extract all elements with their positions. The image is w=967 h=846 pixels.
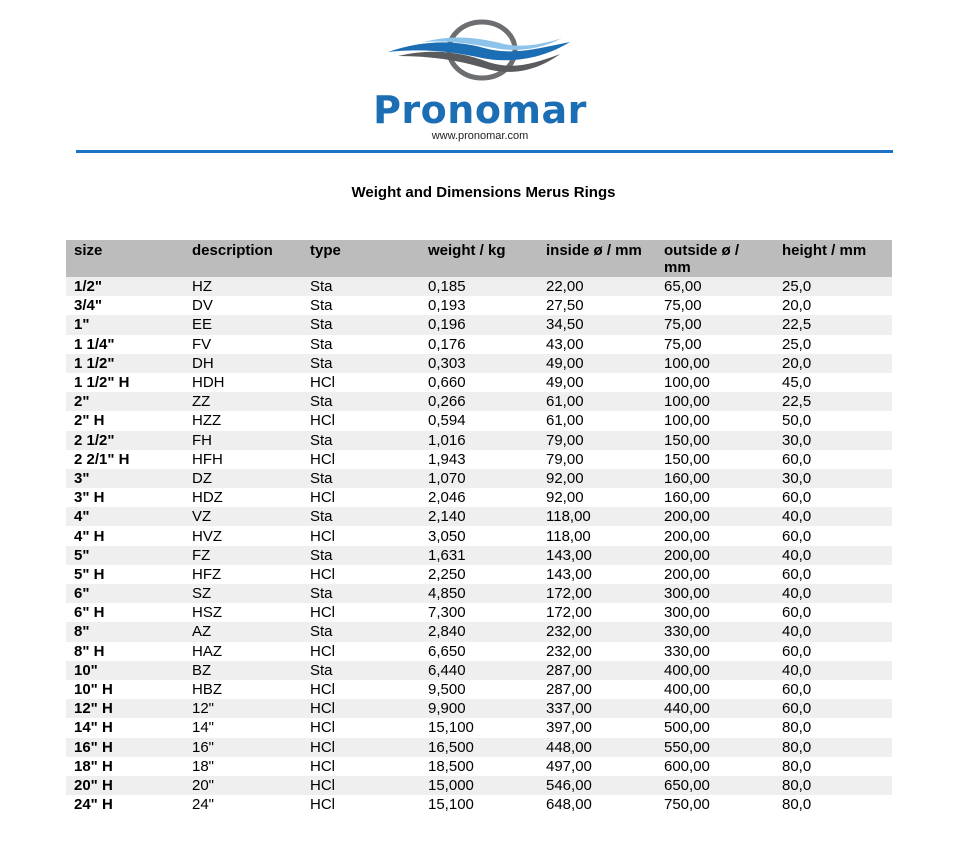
- table-cell: 80,0: [782, 796, 812, 814]
- table-cell: HVZ: [192, 527, 222, 545]
- table-cell: 2,140: [420, 507, 538, 526]
- table-cell: 16" H: [66, 738, 184, 757]
- table-cell: 160,00: [656, 469, 774, 488]
- table-cell: 440,00: [656, 699, 774, 718]
- table-cell: 24" H: [74, 796, 113, 814]
- table-cell: 40,0: [774, 661, 892, 680]
- table-row: [66, 315, 892, 334]
- column-header: type: [302, 240, 420, 277]
- table-cell: Sta: [310, 335, 333, 353]
- table-cell: HDH: [192, 374, 225, 392]
- table-row: [66, 776, 892, 795]
- table-row: [66, 469, 892, 488]
- table-cell: HAZ: [192, 642, 222, 660]
- table-cell: HZZ: [192, 412, 222, 430]
- table-cell: 1": [66, 315, 184, 334]
- table-row: [66, 661, 892, 680]
- table-cell: 30,0: [774, 469, 892, 488]
- table-cell: DH: [184, 354, 302, 373]
- table-cell: 287,00: [538, 661, 656, 680]
- table-cell: 172,00: [546, 604, 592, 622]
- table-cell: 750,00: [664, 796, 710, 814]
- table-cell: 60,0: [782, 527, 812, 545]
- table-row: [66, 411, 892, 430]
- table-cell: 79,00: [538, 431, 656, 450]
- table-cell: Sta: [302, 392, 420, 411]
- table-cell: Sta: [302, 546, 420, 565]
- table-cell: 200,00: [656, 546, 774, 565]
- table-cell: EE: [184, 315, 302, 334]
- table-cell: AZ: [184, 622, 302, 641]
- table-row: [66, 296, 892, 315]
- table-cell: 22,00: [538, 277, 656, 296]
- table-cell: ZZ: [184, 392, 302, 411]
- table-row: [66, 431, 892, 450]
- header-divider: [76, 150, 893, 153]
- table-cell: 18" H: [74, 757, 113, 775]
- table-row: [66, 488, 892, 507]
- table-cell: 200,00: [656, 507, 774, 526]
- table-cell: 497,00: [546, 757, 592, 775]
- table-cell: HCl: [310, 489, 335, 507]
- table-cell: 20,0: [774, 354, 892, 373]
- table-cell: 40,0: [774, 507, 892, 526]
- table-cell: 25,0: [782, 335, 812, 353]
- table-row: [66, 335, 892, 354]
- table-cell: 14": [192, 719, 215, 737]
- table-cell: 34,50: [538, 315, 656, 334]
- table-row: [66, 354, 892, 373]
- table-cell: HDZ: [192, 489, 223, 507]
- table-cell: 6": [66, 584, 184, 603]
- table-cell: 100,00: [656, 354, 774, 373]
- table-cell: 546,00: [538, 776, 656, 795]
- table-cell: HCl: [310, 642, 335, 660]
- table-cell: 100,00: [664, 412, 710, 430]
- table-cell: 6,440: [420, 661, 538, 680]
- table-cell: 6,650: [428, 642, 466, 660]
- table-cell: 5" H: [74, 565, 105, 583]
- table-cell: 8": [66, 622, 184, 641]
- table-cell: 172,00: [538, 584, 656, 603]
- table-cell: 150,00: [656, 431, 774, 450]
- table-row: [66, 450, 892, 469]
- table-cell: HCl: [310, 412, 335, 430]
- column-header: height / mm: [774, 240, 892, 277]
- table-cell: 232,00: [538, 622, 656, 641]
- table-cell: Sta: [302, 354, 420, 373]
- table-cell: 330,00: [664, 642, 710, 660]
- table-cell: 20,0: [782, 297, 812, 315]
- wave-ring-icon: [384, 18, 574, 90]
- table-cell: 15,100: [428, 796, 474, 814]
- table-cell: 1 1/2" H: [74, 374, 130, 392]
- table-cell: 4,850: [420, 584, 538, 603]
- table-cell: 160,00: [664, 489, 710, 507]
- table-cell: 400,00: [664, 681, 710, 699]
- table-cell: 61,00: [538, 392, 656, 411]
- table-cell: 20" H: [66, 776, 184, 795]
- table-cell: 550,00: [656, 738, 774, 757]
- table-cell: 60,0: [782, 681, 812, 699]
- table-cell: 20": [184, 776, 302, 795]
- table-row: [66, 373, 892, 392]
- table-cell: Sta: [302, 431, 420, 450]
- table-row: [66, 757, 892, 776]
- table-cell: 92,00: [538, 469, 656, 488]
- table-cell: FH: [184, 431, 302, 450]
- table-cell: 3,050: [428, 527, 466, 545]
- table-cell: 50,0: [782, 412, 812, 430]
- table-cell: 92,00: [546, 489, 584, 507]
- table-cell: Sta: [302, 622, 420, 641]
- table-cell: 0,193: [428, 297, 466, 315]
- column-header: inside ø / mm: [538, 240, 656, 277]
- table-cell: 75,00: [664, 335, 702, 353]
- table-row: [66, 277, 892, 296]
- table-cell: HCl: [302, 738, 420, 757]
- table-cell: 600,00: [664, 757, 710, 775]
- table-cell: 7,300: [428, 604, 466, 622]
- table-cell: 10" H: [74, 681, 113, 699]
- table-cell: 22,5: [774, 315, 892, 334]
- table-cell: 1 1/4": [74, 335, 115, 353]
- table-header-row: [66, 240, 892, 277]
- table-cell: FZ: [184, 546, 302, 565]
- table-cell: 330,00: [656, 622, 774, 641]
- table-row: [66, 738, 892, 757]
- table-cell: 45,0: [782, 374, 812, 392]
- table-cell: HCl: [310, 719, 335, 737]
- table-row: [66, 622, 892, 641]
- table-cell: 15,100: [428, 719, 474, 737]
- table-cell: 43,00: [546, 335, 584, 353]
- table-cell: HCl: [310, 681, 335, 699]
- table-cell: 5": [66, 546, 184, 565]
- table-cell: 0,185: [420, 277, 538, 296]
- table-cell: HCl: [310, 604, 335, 622]
- table-cell: 60,0: [774, 699, 892, 718]
- table-cell: 27,50: [546, 297, 584, 315]
- table-cell: 143,00: [546, 565, 592, 583]
- column-header: outside ø / mm: [656, 240, 774, 277]
- table-cell: 80,0: [782, 719, 812, 737]
- table-cell: 40,0: [774, 546, 892, 565]
- table-cell: 60,0: [782, 642, 812, 660]
- table-cell: 75,00: [664, 297, 702, 315]
- table-cell: 18,500: [428, 757, 474, 775]
- table-cell: 75,00: [656, 315, 774, 334]
- table-cell: 2 2/1" H: [74, 450, 130, 468]
- table-cell: 60,0: [782, 450, 812, 468]
- table-cell: 2,250: [428, 565, 466, 583]
- table-cell: HCl: [302, 776, 420, 795]
- table-cell: 24": [192, 796, 215, 814]
- table-cell: 4": [66, 507, 184, 526]
- table-cell: 0,594: [428, 412, 466, 430]
- table-cell: 0,266: [420, 392, 538, 411]
- table-cell: 1,631: [420, 546, 538, 565]
- table-cell: 2 1/2": [66, 431, 184, 450]
- table-cell: 9,900: [420, 699, 538, 718]
- table-cell: 0,303: [420, 354, 538, 373]
- table-cell: 60,0: [782, 489, 812, 507]
- table-cell: 12" H: [66, 699, 184, 718]
- table-cell: HCl: [310, 450, 335, 468]
- table-cell: 0,196: [420, 315, 538, 334]
- table-cell: 80,0: [774, 776, 892, 795]
- table-row: [66, 680, 892, 699]
- table-cell: 3/4": [74, 297, 102, 315]
- table-cell: 80,0: [782, 757, 812, 775]
- table-cell: 143,00: [538, 546, 656, 565]
- table-row: [66, 565, 892, 584]
- table-cell: 118,00: [538, 507, 656, 526]
- table-cell: 61,00: [546, 412, 584, 430]
- table-row: [66, 603, 892, 622]
- table-cell: HSZ: [192, 604, 222, 622]
- table-cell: 3": [66, 469, 184, 488]
- table-cell: 1,016: [420, 431, 538, 450]
- table-row: [66, 526, 892, 545]
- table-cell: 40,0: [774, 584, 892, 603]
- table-cell: HCl: [302, 699, 420, 718]
- table-cell: HBZ: [192, 681, 222, 699]
- table-cell: BZ: [184, 661, 302, 680]
- table-cell: DZ: [184, 469, 302, 488]
- table-cell: 49,00: [546, 374, 584, 392]
- table-cell: Sta: [310, 297, 333, 315]
- table-cell: HCl: [310, 796, 335, 814]
- table-row: [66, 699, 892, 718]
- table-cell: 100,00: [656, 392, 774, 411]
- page-title: Weight and Dimensions Merus Rings: [351, 184, 616, 201]
- table-cell: 0,176: [428, 335, 466, 353]
- table-cell: 150,00: [664, 450, 710, 468]
- table-cell: 65,00: [656, 277, 774, 296]
- table-cell: 300,00: [656, 584, 774, 603]
- table-cell: 648,00: [546, 796, 592, 814]
- table-cell: SZ: [184, 584, 302, 603]
- table-cell: 40,0: [774, 622, 892, 641]
- table-cell: 25,0: [774, 277, 892, 296]
- table-cell: 1,070: [420, 469, 538, 488]
- table-cell: 16": [184, 738, 302, 757]
- table-cell: 232,00: [546, 642, 592, 660]
- table-row: [66, 642, 892, 661]
- table-cell: 10": [66, 661, 184, 680]
- table-cell: 0,660: [428, 374, 466, 392]
- table-cell: 16,500: [420, 738, 538, 757]
- table-cell: 60,0: [782, 604, 812, 622]
- column-header: size: [66, 240, 184, 277]
- table-cell: HCl: [310, 565, 335, 583]
- table-cell: 60,0: [782, 565, 812, 583]
- table-cell: HZ: [184, 277, 302, 296]
- table-cell: 15,000: [420, 776, 538, 795]
- table-cell: 650,00: [656, 776, 774, 795]
- table-cell: 2": [66, 392, 184, 411]
- table-cell: 337,00: [538, 699, 656, 718]
- table-cell: 79,00: [546, 450, 584, 468]
- pronomar-logo: [360, 18, 600, 132]
- table-cell: 287,00: [546, 681, 592, 699]
- table-cell: 300,00: [664, 604, 710, 622]
- table-cell: 3" H: [74, 489, 105, 507]
- table-cell: DV: [192, 297, 213, 315]
- column-header: weight / kg: [420, 240, 538, 277]
- table-cell: 4" H: [74, 527, 105, 545]
- table-cell: 18": [192, 757, 215, 775]
- table-cell: 448,00: [538, 738, 656, 757]
- table-cell: Sta: [302, 469, 420, 488]
- table-cell: 1,943: [428, 450, 466, 468]
- table-cell: HCl: [310, 757, 335, 775]
- column-header: description: [184, 240, 302, 277]
- table-cell: 80,0: [774, 738, 892, 757]
- table-cell: 2,046: [428, 489, 466, 507]
- table-row: [66, 584, 892, 603]
- table-row: [66, 507, 892, 526]
- table-cell: 22,5: [774, 392, 892, 411]
- table-cell: 1 1/2": [66, 354, 184, 373]
- table-cell: 400,00: [656, 661, 774, 680]
- table-cell: Sta: [302, 315, 420, 334]
- table-cell: HFH: [192, 450, 223, 468]
- table-cell: 100,00: [664, 374, 710, 392]
- table-cell: Sta: [302, 277, 420, 296]
- table-cell: Sta: [302, 661, 420, 680]
- table-cell: 14" H: [74, 719, 113, 737]
- table-cell: 49,00: [538, 354, 656, 373]
- table-cell: 6" H: [74, 604, 105, 622]
- table-cell: 2" H: [74, 412, 105, 430]
- table-cell: VZ: [184, 507, 302, 526]
- table-cell: Sta: [302, 507, 420, 526]
- table-cell: HCl: [310, 527, 335, 545]
- table-row: [66, 546, 892, 565]
- table-row: [66, 392, 892, 411]
- website-url: www.pronomar.com: [431, 130, 529, 142]
- table-cell: 500,00: [664, 719, 710, 737]
- table-cell: 30,0: [774, 431, 892, 450]
- brand-name: Pronomar: [373, 88, 587, 132]
- table-cell: FV: [192, 335, 212, 353]
- table-cell: 9,500: [428, 681, 466, 699]
- table-cell: Sta: [302, 584, 420, 603]
- merus-rings-table: [66, 240, 892, 814]
- table-cell: 2,840: [420, 622, 538, 641]
- table-cell: 1/2": [66, 277, 184, 296]
- table-cell: 200,00: [664, 565, 710, 583]
- table-cell: 118,00: [546, 527, 591, 545]
- table-cell: 200,00: [664, 527, 710, 545]
- table-cell: HCl: [310, 374, 335, 392]
- table-row: [66, 795, 892, 814]
- table-cell: HFZ: [192, 565, 222, 583]
- table-cell: 8" H: [74, 642, 105, 660]
- table-cell: 12": [184, 699, 302, 718]
- table-row: [66, 718, 892, 737]
- table-cell: 397,00: [546, 719, 592, 737]
